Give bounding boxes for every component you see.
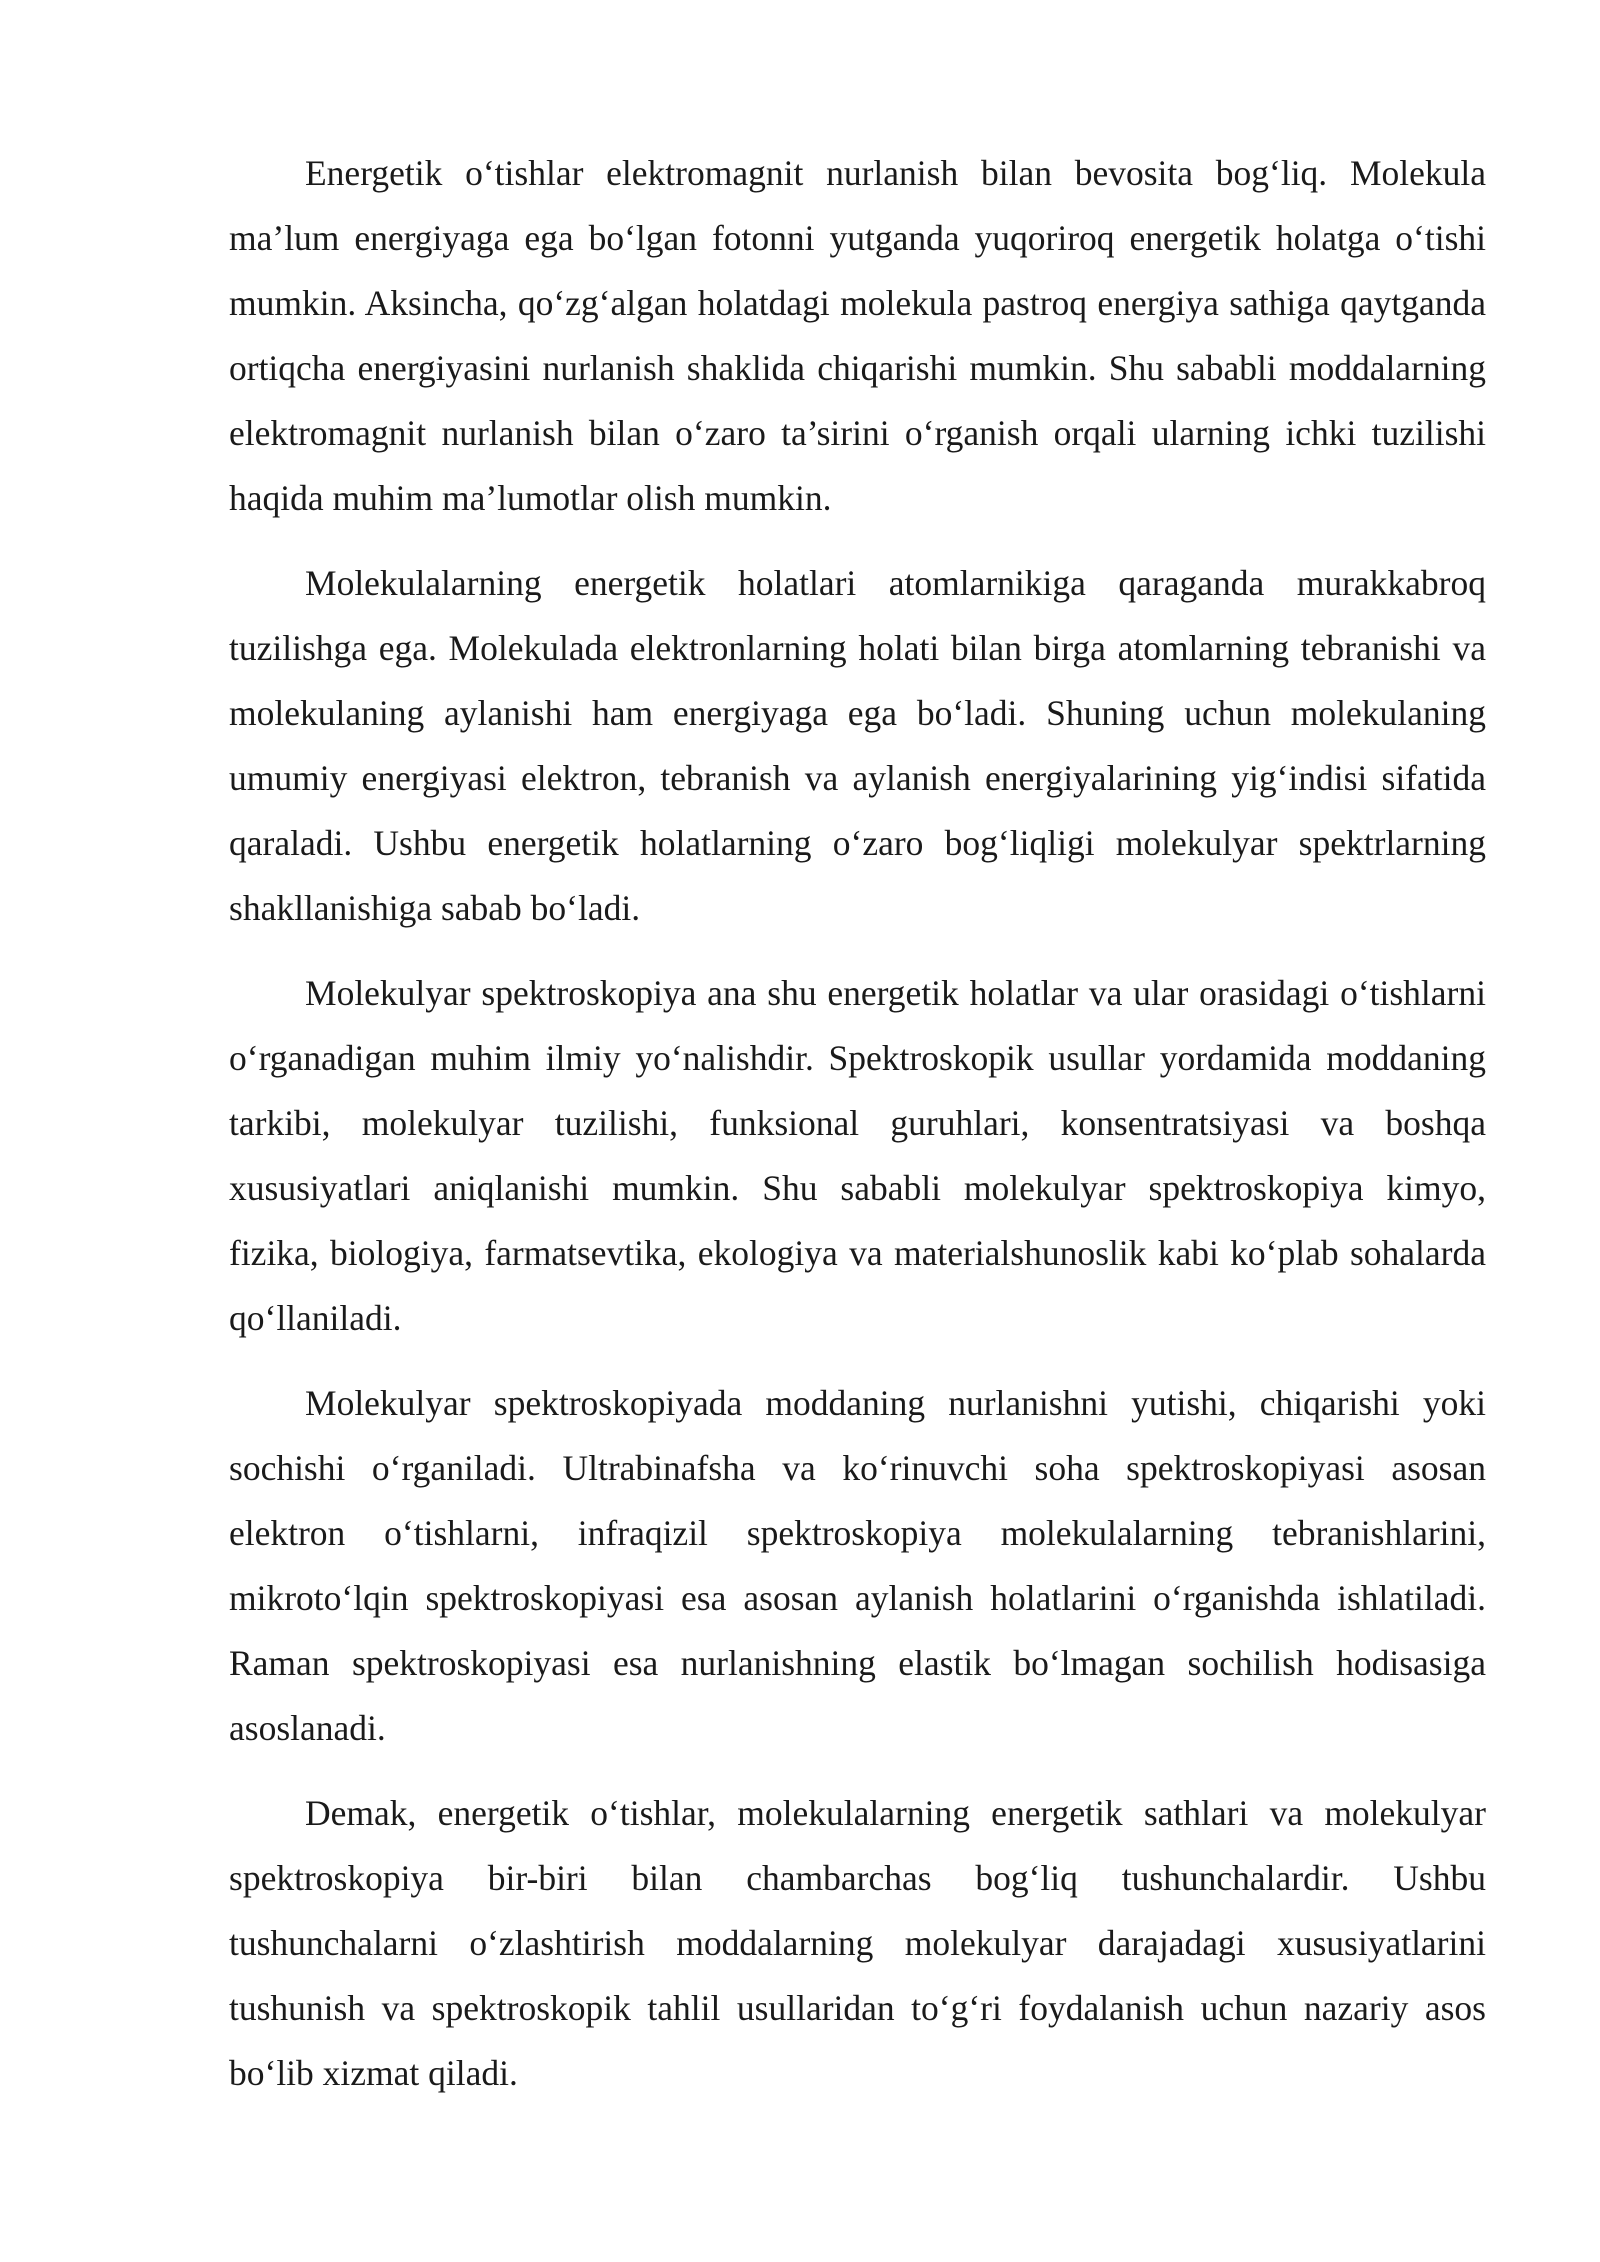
paragraph-spectroscopy-methods: Molekulyar spektroskopiyada moddaning nurlanishni yutishi, chiqarishi yoki sochishi o‘rganiladi. Ultrabinafsha va ko‘rinuvchi soha spektroskopiyasi asosan elektron o‘tishlarni, infraqizil spektroskopiya molekulalarning tebranishlarini, mikroto‘lqin spektroskopiyasi esa asosan aylanish holatlarini o‘rganishda ishlatiladi. Raman spektroskopiyasi esa nurlanishning elastik bo‘lmagan sochilish hodisasiga asoslanadi. bbox=[229, 1383, 1486, 1748]
document-body bbox=[229, 141, 1486, 2126]
paragraph-molecular-energy-states: Molekulalarning energetik holatlari atomlarnikiga qaraganda murakkabroq tuzilishga ega. Molekulada elektronlarning holati bilan birga atomlarning tebranishi va molekulaning aylanishi ham energiyaga ega bo‘ladi. Shuning uchun molekulaning umumiy energiyasi elektron, tebranish va aylanish energiyalarining yig‘indisi sifatida qaraladi. Ushbu energetik holatlarning o‘zaro bog‘liqligi molekulyar spektrlarning shakllanishiga sabab bo‘ladi. bbox=[229, 563, 1486, 928]
paragraph-conclusion: Demak, energetik o‘tishlar, molekulalarning energetik sathlari va molekulyar spektroskopiya bir-biri bilan chambarchas bog‘liq tushunchalardir. Ushbu tushunchalarni o‘zlashtirish moddalarning molekulyar darajadagi xususiyatlarini tushunish va spektroskopik tahlil usullaridan to‘g‘ri foydalanish uchun nazariy asos bo‘lib xizmat qiladi. bbox=[229, 1793, 1486, 2093]
paragraph-molecular-spectroscopy: Molekulyar spektroskopiya ana shu energetik holatlar va ular orasidagi o‘tishlarni o‘rganadigan muhim ilmiy yo‘nalishdir. Spektroskopik usullar yordamida moddaning tarkibi, molekulyar tuzilishi, funksional guruhlari, konsentratsiyasi va boshqa xususiyatlari aniqlanishi mumkin. Shu sababli molekulyar spektroskopiya kimyo, fizika, biologiya, farmatsevtika, ekologiya va materialshunoslik kabi ko‘plab sohalarda qo‘llaniladi. bbox=[229, 973, 1486, 1338]
paragraph-energetic-transitions: Energetik o‘tishlar elektromagnit nurlanish bilan bevosita bog‘liq. Molekula ma’lum energiyaga ega bo‘lgan fotonni yutganda yuqoriroq energetik holatga o‘tishi mumkin. Aksincha, qo‘zg‘algan holatdagi molekula pastroq energiya sathiga qaytganda ortiqcha energiyasini nurlanish shaklida chiqarishi mumkin. Shu sababli moddalarning elektromagnit nurlanish bilan o‘zaro ta’sirini o‘rganish orqali ularning ichki tuzilishi haqida muhim ma’lumotlar olish mumkin. bbox=[229, 153, 1486, 518]
